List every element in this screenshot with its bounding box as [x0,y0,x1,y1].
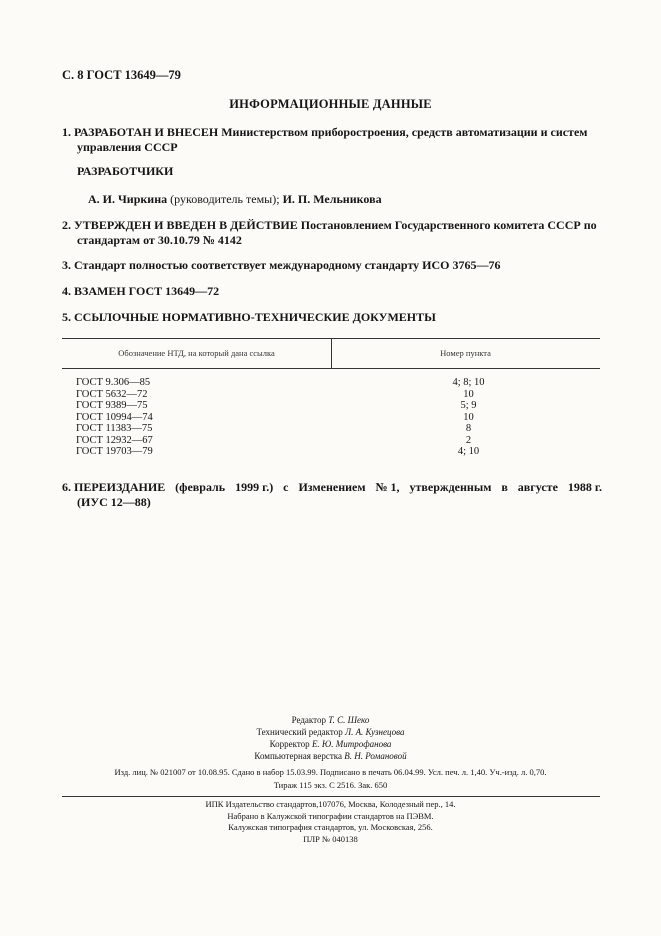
page-header: С. 8 ГОСТ 13649—79 [62,68,181,82]
section-6-line-2: (ИУС 12—88) [77,495,151,509]
table-cell-ref: ГОСТ 9.306—85 [76,377,151,388]
section-6-word: 1999 г.) [235,480,274,494]
section-6-word: № 1, [375,480,400,494]
section-6-word: в [501,480,508,494]
table-cell-point: 4; 8; 10 [452,377,485,388]
table-row [62,423,600,435]
section-2 [62,218,602,248]
credit-label: Технический редактор [256,727,343,737]
table-row [62,400,600,412]
table-cell-ref: ГОСТ 10994—74 [76,411,153,423]
table-cell-point: 10 [463,388,474,400]
section-2-label: 2. УТВЕРЖДЕН И ВВЕДЕН В ДЕЙСТВИЕ [62,218,298,232]
table-cell-point: 8 [465,423,472,434]
section-6-word: Изменением [298,480,366,494]
developer-name: А. И. Чиркина [88,192,168,206]
section-6-word: (февраль [175,480,226,494]
developers-list [88,192,382,207]
table-row [62,412,600,424]
credits-block [0,714,661,762]
table-cell-ref: ГОСТ 11383—75 [76,423,153,434]
section-1-text-cont: управления СССР [77,140,178,154]
table-cell-point: 10 [463,411,474,423]
section-5: 5. ССЫЛОЧНЫЕ НОРМАТИВНО-ТЕХНИЧЕСКИЕ ДОКУМЕНТЫ [62,310,436,324]
credit-label: Редактор [291,715,326,725]
developers-heading: РАЗРАБОТЧИКИ [77,164,174,178]
credit-editor [0,714,661,726]
credit-label: Корректор [269,739,310,749]
section-6-word: с [283,480,289,494]
credit-label: Компьютерная верстка [254,751,342,761]
publisher-rule [62,796,600,797]
section-2-text: Постановлением Государственного комитета СССР по [300,218,597,232]
section-1 [62,125,602,155]
publisher-line: ИПК Издательство стандартов,107076, Москва, Колодезный пер., 14. [205,799,456,809]
publisher-line: ПЛР № 040138 [303,833,358,844]
imprint-block [0,766,661,792]
section-6-word: 6. ПЕРЕИЗДАНИЕ [62,480,166,494]
imprint-line: Изд. лиц. № 021007 от 10.08.95. Сдано в набор 15.03.99. Подписано в печать 06.04.99. Усл. печ. л. 1,40. Уч.-изд. л. 0,70. [114,767,547,777]
table-row [62,435,600,447]
section-3: 3. Стандарт полностью соответствует международному стандарту ИСО 3765—76 [62,258,501,272]
table-header-point: Номер пункта [440,348,491,358]
section-1-text: Министерством приборостроения, средств автоматизации и систем [221,125,588,139]
credit-layout [0,750,661,762]
section-2-text-cont: стандартам от 30.10.79 № 4142 [77,233,242,247]
credit-corrector [0,738,661,750]
developer-name: И. П. Мельникова [282,192,382,206]
table-cell-ref: ГОСТ 19703—79 [76,446,153,457]
references-table-body [62,377,600,458]
table-row [62,389,600,401]
table-cell-point: 5; 9 [460,400,477,411]
section-6 [62,480,602,510]
table-row [62,446,600,458]
credit-name: Т. С. Шеко [328,715,370,725]
table-cell-ref: ГОСТ 5632—72 [76,388,148,400]
credit-name: Л. А. Кузнецова [344,727,405,737]
publisher-block [0,799,661,845]
table-cell-ref: ГОСТ 9389—75 [76,400,148,411]
section-6-line [62,480,602,495]
section-4: 4. ВЗАМЕН ГОСТ 13649—72 [62,284,220,298]
credit-tech-editor [0,726,661,738]
table-row [62,377,600,389]
developer-role: (руководитель темы); [170,192,280,206]
table-cell-point: 2 [465,434,472,446]
publisher-line: Набрано в Калужской типографии стандартов на ПЭВМ. [227,810,434,821]
publisher-line: Калужская типография стандартов, ул. Московская, 256. [228,822,433,832]
section-6-word: августе [517,480,558,494]
section-6-word: утвержденным [409,480,492,494]
credit-name: В. Н. Романовой [344,751,407,761]
section-6-word: 1988 г. [567,480,602,494]
page-title: ИНФОРМАЦИОННЫЕ ДАННЫЕ [229,97,432,111]
imprint-line: Тираж 115 экз. С 2516. Зак. 650 [273,780,388,790]
table-header-ref: Обозначение НТД, на который дана ссылка [118,348,275,358]
section-1-label: 1. РАЗРАБОТАН И ВНЕСЕН [62,125,219,139]
credit-name: Е. Ю. Митрофанова [311,739,392,749]
table-header-rule [62,368,600,369]
table-cell-point: 4; 10 [457,446,480,457]
table-cell-ref: ГОСТ 12932—67 [76,434,153,446]
